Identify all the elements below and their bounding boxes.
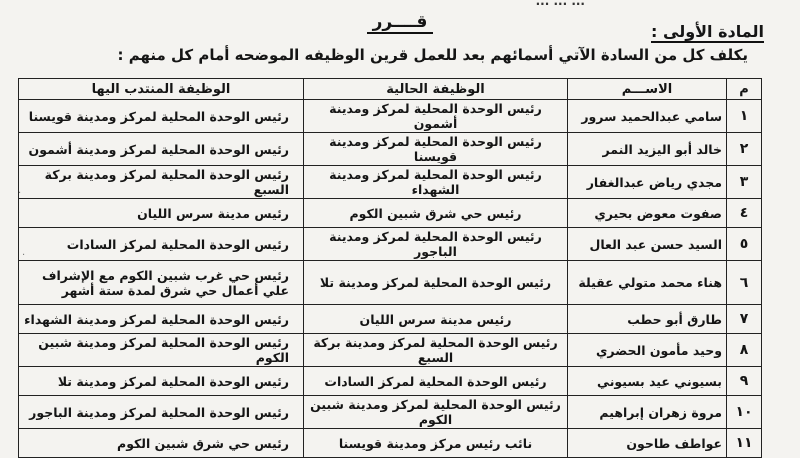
top-cut-text: ... ... ... [535,0,585,8]
row-number: ٤ [727,199,762,228]
row-current-job: رئيس الوحدة المحلية لمركز ومدينة أشمون [304,100,568,133]
row-name: السيد حسن عبد العال [568,228,727,261]
article-heading [651,22,764,41]
table-row [19,305,762,334]
row-current-job: رئيس حي شرق شبين الكوم [304,199,568,228]
row-name: عواطف طاحون [568,429,727,458]
row-current-job: رئيس الوحدة المحلية لمركز السادات [304,367,568,396]
row-new-job: رئيس الوحدة المحلية لمركز ومدينة تلا [19,367,304,396]
row-current-job: رئيس الوحدة المحلية لمركز ومدينة تلا [304,261,568,305]
row-current-job: رئيس مدينة سرس الليان [304,305,568,334]
table-row [19,166,762,199]
table-row [19,429,762,458]
row-number: ١ [727,100,762,133]
row-new-job: رئيس مدينة سرس الليان [19,199,304,228]
row-new-job: رئيس الوحدة المحلية لمركز ومدينة الباجور [19,396,304,429]
row-number: ٨ [727,334,762,367]
header-name: الاســـم [568,79,727,100]
table-row [19,261,762,305]
table-row [19,396,762,429]
table-row [19,133,762,166]
table-header-row [19,79,762,100]
table-row [19,228,762,261]
scan-speck: · [18,188,22,199]
table-row [19,199,762,228]
table-row [19,334,762,367]
intro-text: يكلف كل من السادة الآتي أسمائهم بعد للعمل قرين الوظيفه الموضحه أمام كل منهم : [117,46,748,64]
row-new-job: رئيس حي غرب شبين الكوم مع الإشراف علي أعمال حي شرق لمدة ستة أشهر [19,261,304,305]
row-current-job: رئيس الوحدة المحلية لمركز ومدينة الباجور [304,228,568,261]
row-name: صفوت معوض بحيري [568,199,727,228]
row-new-job: رئيس الوحدة المحلية لمركز ومدينة قويسنا [19,100,304,133]
row-new-job: رئيس حي شرق شبين الكوم [19,429,304,458]
table-row [19,367,762,396]
decree-title-text: قــــرر [367,12,434,34]
row-current-job: رئيس الوحدة المحلية لمركز ومدينة قويسنا [304,133,568,166]
table-row [19,100,762,133]
row-number: ٢ [727,133,762,166]
row-number: ١٠ [727,396,762,429]
row-new-job: رئيس الوحدة المحلية لمركز السادات [19,228,304,261]
row-number: ٣ [727,166,762,199]
row-name: طارق أبو حطب [568,305,727,334]
row-new-job: رئيس الوحدة المحلية لمركز ومدينة بركة السبع [19,166,304,199]
row-name: بسيوني عيد بسيوني [568,367,727,396]
row-current-job: رئيس الوحدة المحلية لمركز ومدينة بركة السبع [304,334,568,367]
row-number: ١١ [727,429,762,458]
row-number: ٦ [727,261,762,305]
row-new-job: رئيس الوحدة المحلية لمركز ومدينة الشهداء [19,305,304,334]
header-number: م [727,79,762,100]
row-number: ٩ [727,367,762,396]
row-new-job: رئيس الوحدة المحلية لمركز ومدينة أشمون [19,133,304,166]
row-name: سامي عبدالحميد سرور [568,100,727,133]
row-name: هناء محمد متولي عقيلة [568,261,727,305]
row-name: مروة زهران إبراهيم [568,396,727,429]
row-number: ٥ [727,228,762,261]
scan-speck: · [22,250,26,261]
assignments-table [18,78,762,458]
row-current-job: رئيس الوحدة المحلية لمركز ومدينة الشهداء [304,166,568,199]
row-number: ٧ [727,305,762,334]
row-current-job: نائب رئيس مركز ومدينة قويسنا [304,429,568,458]
row-new-job: رئيس الوحدة المحلية لمركز ومدينة شبين الكوم [19,334,304,367]
row-name: خالد أبو اليزيد النمر [568,133,727,166]
article-heading-text: المادة الأولى : [651,22,764,41]
header-current-job: الوظيفة الحالية [304,79,568,100]
header-new-job: الوظيفة المنتدب اليها [19,79,304,100]
row-name: مجدي رياض عبدالغفار [568,166,727,199]
row-name: وحيد مأمون الحضري [568,334,727,367]
row-current-job: رئيس الوحدة المحلية لمركز ومدينة شبين الكوم [304,396,568,429]
